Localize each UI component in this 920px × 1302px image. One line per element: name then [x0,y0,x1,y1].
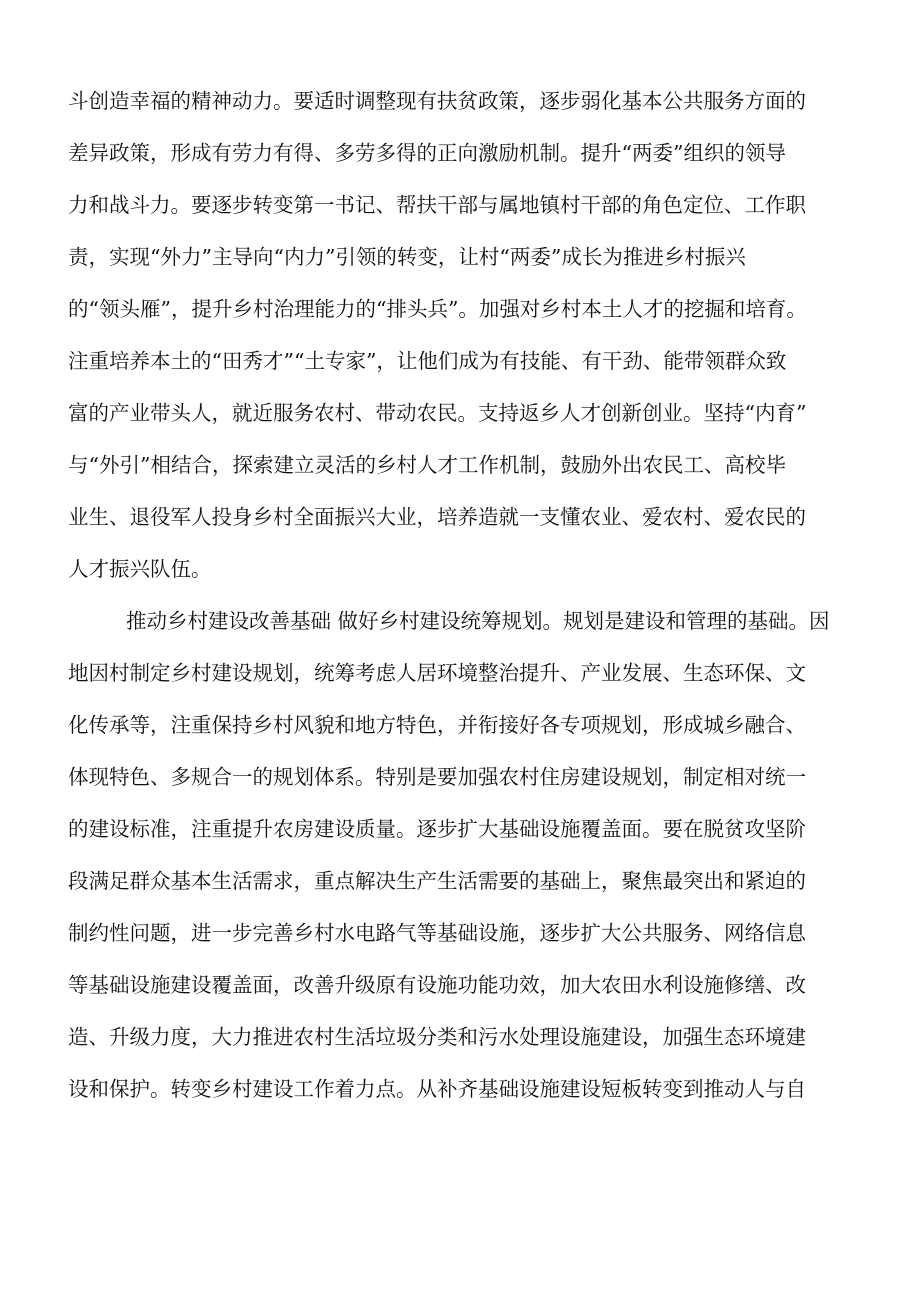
text-line: 人才振兴队伍。 [68,557,212,581]
text-line: 的“领头雁”，提升乡村治理能力的“排头兵”。加强对乡村本土人才的挖掘和培育。 [68,297,807,321]
text-line: 段满足群众基本生活需求，重点解决生产生活需要的基础上，聚焦最突出和紧迫的 [68,869,806,893]
text-line: 的建设标准，注重提升农房建设质量。逐步扩大基础设施覆盖面。要在脱贫攻坚阶 [68,817,806,841]
text-line: 化传承等，注重保持乡村风貌和地方特色，并衔接好各专项规划，形成城乡融合、 [68,713,806,737]
text-line: 斗创造幸福的精神动力。要适时调整现有扶贫政策，逐步弱化基本公共服务方面的 [68,89,806,113]
text-line: 制约性问题，进一步完善乡村水电路气等基础设施，逐步扩大公共服务、网络信息 [68,921,806,945]
text-line: 与“外引”相结合，探索建立灵活的乡村人才工作机制，鼓励外出农民工、高校毕 [68,453,786,477]
text-line: 等基础设施建设覆盖面，改善升级原有设施功能功效，加大农田水利设施修缮、改 [68,973,806,997]
text-line: 地因村制定乡村建设规划，统筹考虑人居环境整治提升、产业发展、生态环保、文 [68,661,806,685]
text-line: 设和保护。转变乡村建设工作着力点。从补齐基础设施建设短板转变到推动人与自 [68,1077,806,1101]
text-line: 体现特色、多规合一的规划体系。特别是要加强农村住房建设规划，制定相对统一 [68,765,806,789]
text-line: 富的产业带头人，就近服务农村、带动农民。支持返乡人才创新创业。坚持“内育” [68,401,807,425]
text-line: 力和战斗力。要逐步转变第一书记、帮扶干部与属地镇村干部的角色定位、工作职 [68,193,806,217]
text-line: 业生、退役军人投身乡村全面振兴大业，培养造就一支懂农业、爱农村、爱农民的 [68,505,806,529]
text-line: 注重培养本土的“田秀才”“土专家”，让他们成为有技能、有干劲、能带领群众致 [68,349,787,373]
text-line: 责，实现“外力”主导向“内力”引领的转变，让村“两委”成长为推进乡村振兴 [68,245,746,269]
text-line: 造、升级力度，大力推进农村生活垃圾分类和污水处理设施建设，加强生态环境建 [68,1025,806,1049]
paragraph-first-line: 推动乡村建设改善基础 做好乡村建设统筹规划。规划是建设和管理的基础。因 [126,609,830,633]
text-line: 差异政策，形成有劳力有得、多劳多得的正向激励机制。提升“两委”组织的领导 [68,141,786,165]
document-body [68,81,868,1121]
